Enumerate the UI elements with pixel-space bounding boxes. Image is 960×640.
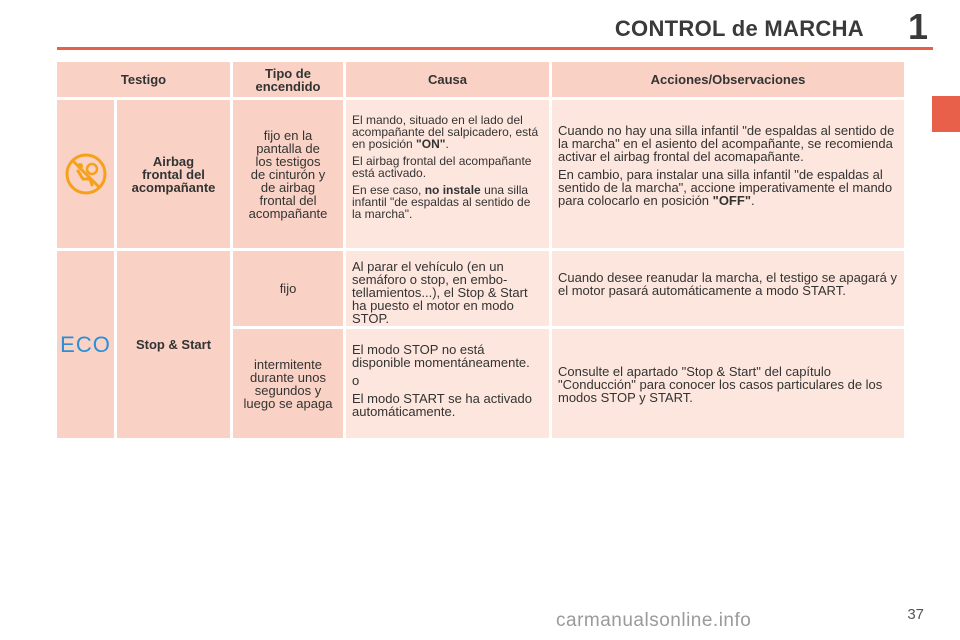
airbag-name: Airbag frontal del acompañante [117,100,230,248]
airbag-accion-1: Cuando no hay una silla infantil "de espaldas al sentido de la marcha" en el asiento del acompañante, se recomienda activar el airbag frontal del acomapañante. [558,123,895,164]
watermark: carmanualsonline.info [556,610,752,631]
chapter-tab [932,96,960,132]
eco-icon: ECO [60,332,111,357]
airbag-tipo: fijo en la pantalla de los testigos de cinturón y de airbag frontal del acompañante [233,100,343,248]
header-tipo: Tipo de encendido [233,62,343,97]
page-header [0,0,960,50]
stop-start-causa-1: Al parar el vehículo (en un semáforo o stop, en embo-tellamientos...), el Stop & Start ha puesto el motor en modo STOP. [346,251,549,326]
header-causa: Causa [346,62,549,97]
eco-icon-cell [57,251,114,438]
page-number: 37 [907,606,924,623]
stop-start-accion-2: Consulte el apartado "Stop & Start" del capítulo "Conducción" para conocer los casos particulares de los modos STOP y START. [552,329,904,438]
stop-start-name: Stop & Start [117,251,230,438]
airbag-causa-2: El airbag frontal del acompañante está activado. [352,154,532,180]
stop-start-tipo-1: fijo [233,251,343,326]
airbag-acciones: Cuando no hay una silla infantil "de espaldas al sentido de la marcha" en el asiento del acompañante, se recomienda activar el airbag frontal del acomapañante. En cambio, para instalar una silla infantil "de espaldas al sentido de la marcha", accione imperativamente el mando para colocarlo en posición "OFF". [552,100,904,248]
chapter-number: 1 [907,6,928,47]
stop-start-tipo-2: intermitente durante unos segundos y luego se apaga [233,329,343,438]
page-title: CONTROL de MARCHA [614,16,864,41]
header-rule [57,47,933,50]
header-testigo: Testigo [57,62,230,97]
stop-start-causa-2: El modo STOP no está disponible momentáneamente. o El modo START se ha activado automáticamente. [346,329,549,438]
airbag-causa: El mando, situado en el lado del acompañante del salpicadero, está en posición "ON". El airbag frontal del acompañante está activado. En ese caso, no instale una silla infantil "de espaldas al sentido de la marcha". [346,100,549,248]
airbag-icon-cell [57,100,114,248]
header-acciones: Acciones/Observaciones [552,62,904,97]
stop-start-accion-1: Cuando desee reanudar la marcha, el testigo se apagará y el motor pasará automáticamente a modo START. [552,251,904,326]
airbag-off-icon [64,152,108,196]
